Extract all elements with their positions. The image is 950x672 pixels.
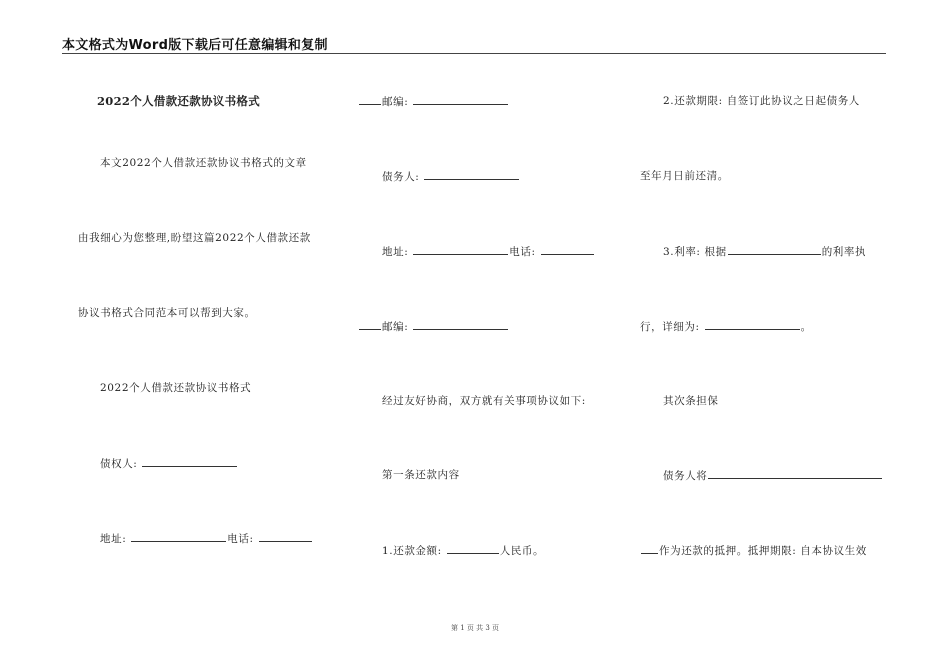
collateral-label: 债务人将 <box>663 470 708 482</box>
phone-label: 电话: <box>509 246 536 258</box>
rate-suffix: 的利率执 <box>821 246 867 258</box>
intro-line-3: 协议书格式合同范本可以帮到大家。 <box>78 307 256 319</box>
creditor-address-row <box>100 531 313 546</box>
page-footer: 第 1 页 共 3 页 <box>450 624 500 632</box>
postcode-prefix-blank[interactable] <box>359 319 381 330</box>
rate-detail-row <box>640 319 812 334</box>
address-label: 地址: <box>100 533 127 545</box>
rate-detail-blank[interactable] <box>705 319 800 330</box>
phone-blank[interactable] <box>259 531 312 542</box>
rate-detail-suffix: 。 <box>800 321 812 333</box>
document-title: 2022个人借款还款协议书格式 <box>97 94 261 108</box>
rate-prefix: 3.利率: 根据 <box>663 246 727 258</box>
article2-title: 其次条担保 <box>663 395 719 407</box>
debtor-label: 债务人: <box>382 171 420 183</box>
creditor-blank[interactable] <box>142 456 237 467</box>
term-line-2: 至年月日前还清。 <box>640 170 729 182</box>
postcode-blank[interactable] <box>413 94 508 105</box>
creditor-label: 债权人: <box>100 458 138 470</box>
amount-unit: 人民币。 <box>499 545 545 557</box>
section-subtitle: 2022个人借款还款协议书格式 <box>100 382 252 394</box>
postcode-blank[interactable] <box>413 319 508 330</box>
collateral-term-row <box>640 543 867 558</box>
debtor-address-row <box>382 244 595 259</box>
collateral-blank[interactable] <box>708 468 882 479</box>
phone-blank[interactable] <box>541 244 594 255</box>
debtor-row <box>382 169 520 184</box>
collateral-item-blank[interactable] <box>641 543 658 554</box>
address-label: 地址: <box>382 246 409 258</box>
creditor-row <box>100 456 238 471</box>
document-header: 本文格式为Word版下载后可任意编辑和复制 <box>62 38 328 53</box>
rate-row <box>663 244 866 259</box>
phone-label: 电话: <box>227 533 254 545</box>
agreement-text: 经过友好协商，双方就有关事项协议如下: <box>382 395 586 407</box>
amount-label: 1.还款金额: <box>382 545 442 557</box>
address-blank[interactable] <box>413 244 508 255</box>
rate-detail-prefix: 行，详细为: <box>640 321 700 333</box>
debtor-blank[interactable] <box>424 169 519 180</box>
intro-line-2: 由我细心为您整理,盼望这篇2022个人借款还款 <box>78 232 311 244</box>
postcode-label: 邮编: <box>382 96 409 108</box>
collateral-term-text: 作为还款的抵押。抵押期限: 自本协议生效 <box>659 545 867 557</box>
collateral-row <box>663 468 883 483</box>
amount-blank[interactable] <box>447 543 499 554</box>
postcode-row-1 <box>358 94 509 109</box>
postcode-label: 邮编: <box>382 321 409 333</box>
intro-line-1: 本文2022个人借款还款协议书格式的文章 <box>100 157 307 169</box>
header-divider <box>62 53 886 54</box>
term-line-1: 2.还款期限: 自签订此协议之日起债务人 <box>663 95 860 107</box>
address-blank[interactable] <box>131 531 226 542</box>
amount-row <box>382 543 544 558</box>
article1-title: 第一条还款内容 <box>382 469 460 481</box>
rate-basis-blank[interactable] <box>728 244 821 255</box>
postcode-prefix-blank[interactable] <box>359 94 381 105</box>
postcode-row-2 <box>358 319 509 334</box>
